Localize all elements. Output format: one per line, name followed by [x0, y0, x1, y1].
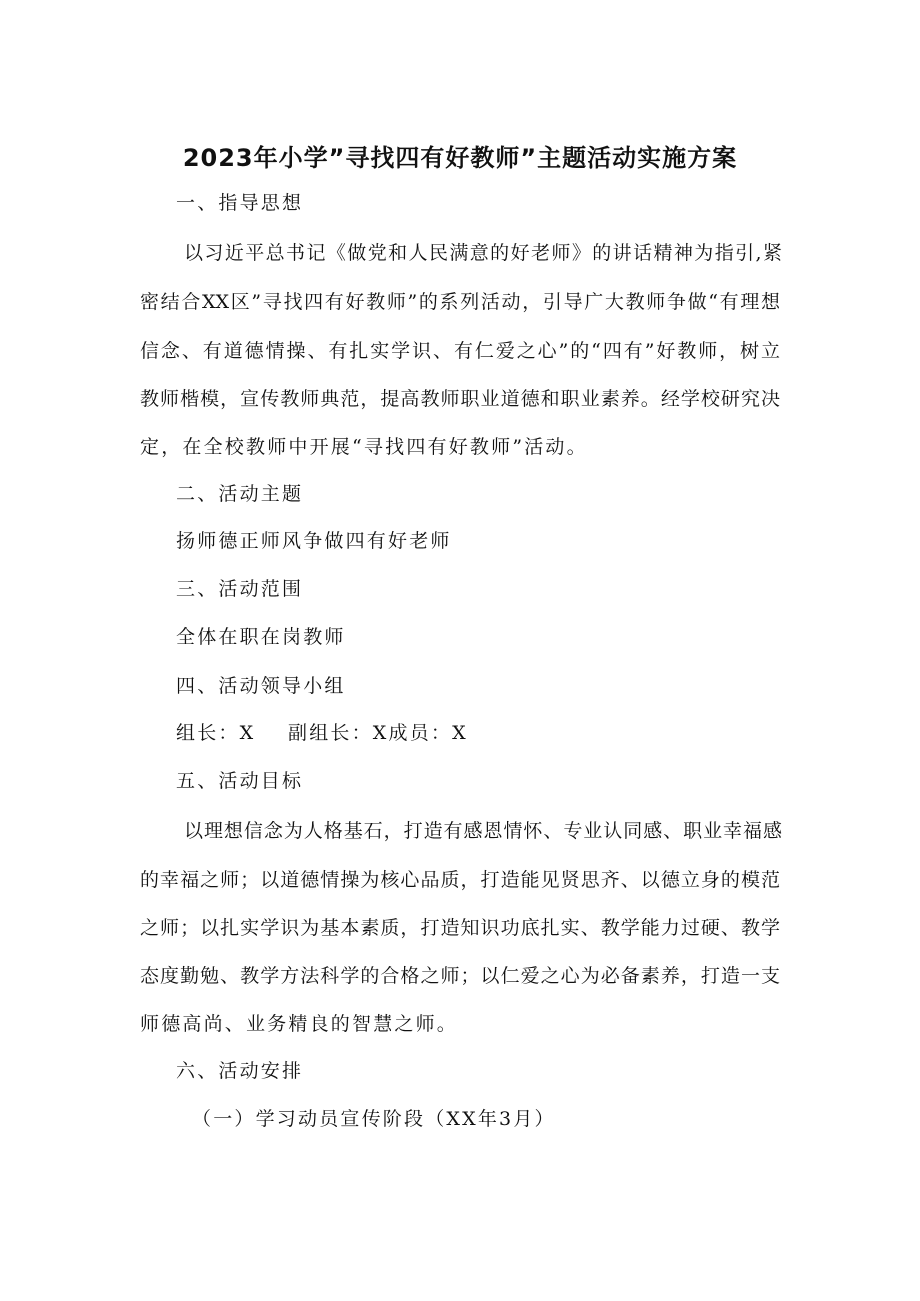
section-heading-leadership-group: 四、活动领导小组: [176, 675, 346, 697]
paragraph-line: 定，在全校教师中开展“寻找四有好教师”活动。: [140, 436, 588, 458]
section-heading-activity-scope: 三、活动范围: [176, 578, 304, 600]
paragraph-line: 之师；以扎实学识为基本素质，打造知识功底扎实、教学能力过硬、教学: [140, 917, 780, 939]
activity-scope-text: 全体在职在岗教师: [176, 626, 346, 648]
document-title: 2023年小学”寻找四有好教师”主题活动实施方案: [182, 144, 738, 172]
group-leader-text: 组长：X: [176, 722, 256, 744]
paragraph-line: 师德高尚、业务精良的智慧之师。: [140, 1013, 459, 1035]
group-members-text: 副组长：X成员：X: [288, 722, 468, 744]
section-heading-activity-goals: 五、活动目标: [176, 770, 304, 792]
paragraph-line: 以理想信念为人格基石，打造有感恩情怀、专业认同感、职业幸福感: [184, 820, 782, 842]
paragraph-line: 教师楷模，宣传教师典范，提高教师职业道德和职业素养。经学校研究决: [140, 388, 780, 410]
paragraph-line: 的幸福之师；以道德情操为核心品质，打造能见贤思齐、以德立身的模范: [140, 869, 780, 891]
paragraph-line: 信念、有道德情操、有扎实学识、有仁爱之心”的“四有”好教师，树立: [140, 340, 780, 362]
subsection-heading-study-mobilization: （一）学习动员宣传阶段（XX年3月）: [192, 1108, 556, 1130]
paragraph-line: 态度勤勉、教学方法科学的合格之师；以仁爱之心为必备素养，打造一支: [140, 965, 780, 987]
paragraph-line: 以习近平总书记《做党和人民满意的好老师》的讲话精神为指引,紧: [184, 242, 782, 264]
section-heading-activity-arrangement: 六、活动安排: [176, 1060, 304, 1082]
section-heading-guiding-ideology: 一、指导思想: [176, 192, 304, 214]
section-heading-activity-theme: 二、活动主题: [176, 483, 304, 505]
paragraph-line: 密结合XX区”寻找四有好教师”的系列活动，引导广大教师争做“有理想: [140, 291, 780, 313]
activity-theme-text: 扬师德正师风争做四有好老师: [176, 530, 452, 552]
